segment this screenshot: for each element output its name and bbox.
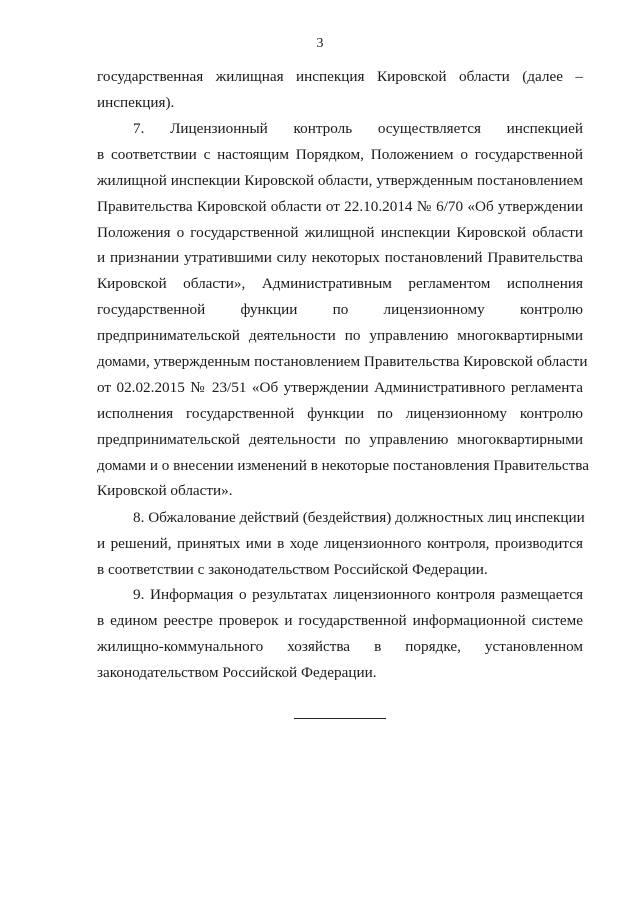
item-9-line-1: 9. Информация о результатах лицензионного контроля размещается bbox=[133, 586, 583, 603]
item-7-line-7: Кировской области», Административным регламентом исполнения bbox=[97, 275, 583, 292]
item-7-line-4: Правительства Кировской области от 22.10.2014 № 6/70 «Об утверждении bbox=[97, 198, 583, 215]
item-7-line-8: государственной функции по лицензионному контролю bbox=[97, 301, 583, 318]
item-7-line-14: домами и о внесении изменений в некоторые постановления Правительства bbox=[97, 457, 589, 474]
item-7-line-5: Положения о государственной жилищной инспекции Кировской области bbox=[97, 224, 583, 241]
item-8-line-1: 8. Обжалование действий (бездействия) должностных лиц инспекции bbox=[133, 509, 585, 526]
item-7-line-12: исполнения государственной функции по лицензионному контролю bbox=[97, 405, 583, 422]
item-8-line-3: в соответствии с законодательством Российской Федерации. bbox=[97, 561, 488, 578]
item-7-line-1: 7. Лицензионный контроль осуществляется инспекцией bbox=[133, 120, 583, 137]
item-7-line-10: домами, утвержденным постановлением Правительства Кировской области bbox=[97, 353, 588, 370]
item-7-line-15: Кировской области». bbox=[97, 482, 233, 499]
item-7-line-13: предпринимательской деятельности по управлению многоквартирными bbox=[97, 431, 583, 448]
intro-line-1: государственная жилищная инспекция Кировской области (далее – bbox=[97, 68, 583, 85]
item-7-line-3: жилищной инспекции Кировской области, утвержденным постановлением bbox=[97, 172, 583, 189]
item-8-line-2: и решений, принятых ими в ходе лицензионного контроля, производится bbox=[97, 535, 583, 552]
item-9-line-3: жилищно-коммунального хозяйства в порядке, установленном bbox=[97, 638, 583, 655]
item-7-line-11: от 02.02.2015 № 23/51 «Об утверждении Административного регламента bbox=[97, 379, 583, 396]
page-number: 3 bbox=[316, 36, 324, 51]
end-separator-line bbox=[294, 718, 386, 719]
item-7-line-2: в соответствии с настоящим Порядком, Положением о государственной bbox=[97, 146, 583, 163]
intro-line-2: инспекция). bbox=[97, 94, 175, 111]
item-9-line-4: законодательством Российской Федерации. bbox=[97, 664, 377, 681]
item-7-line-9: предпринимательской деятельности по управлению многоквартирными bbox=[97, 327, 583, 344]
item-7-line-6: и признании утратившими силу некоторых постановлений Правительства bbox=[97, 249, 583, 266]
item-9-line-2: в едином реестре проверок и государственной информационной системе bbox=[97, 612, 583, 629]
